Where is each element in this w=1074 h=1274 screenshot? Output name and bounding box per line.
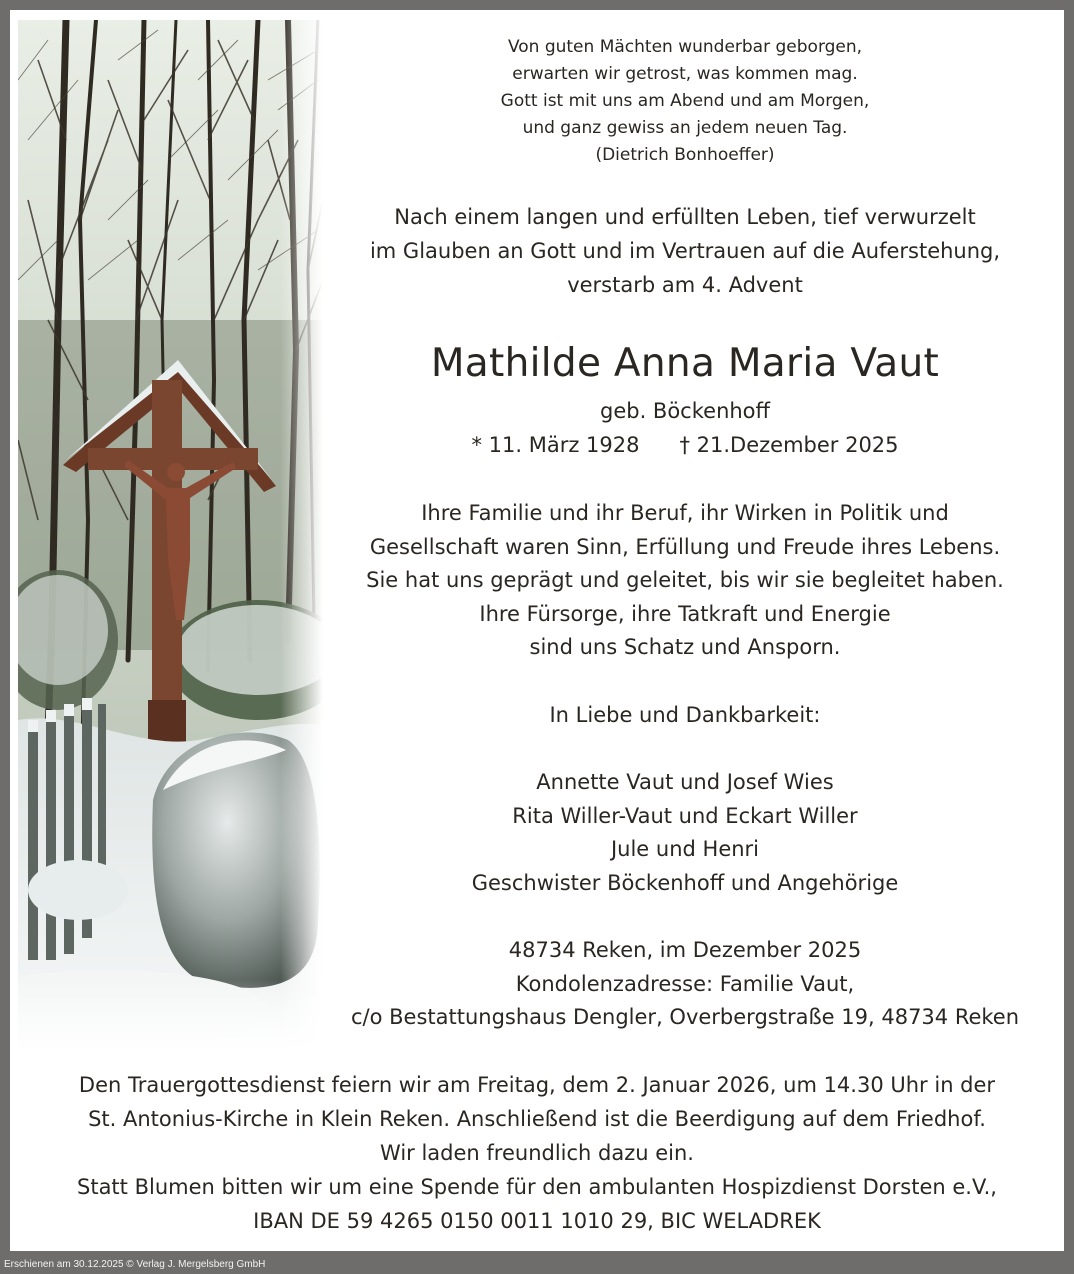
mourner-entry: Geschwister Böckenhoff und Angehörige — [471, 870, 899, 895]
donation-line: Statt Blumen bitten wir um eine Spende für den ambulanten Hospizdienst Dorsten e.V., — [77, 1175, 997, 1199]
maiden-name: geb. Böckenhoff — [600, 399, 770, 423]
mourners-list — [330, 766, 1040, 900]
address-line: Kondolenzadresse: Familie Vaut, — [515, 971, 855, 996]
intro-line: verstarb am 4. Advent — [567, 273, 803, 297]
condolence-address — [330, 934, 1040, 1035]
mourner-entry: Rita Willer-Vaut und Eckart Willer — [512, 803, 858, 828]
service-line: St. Antonius-Kirche in Klein Reken. Anschließend ist die Beerdigung auf dem Friedhof. — [88, 1107, 986, 1131]
tribute-line: Gesellschaft waren Sinn, Erfüllung und Freude ihres Lebens. — [369, 534, 1001, 559]
address-line: c/o Bestattungshaus Dengler, Overbergstraße 19, 48734 Reken — [350, 1005, 1020, 1030]
tribute-line: Ihre Fürsorge, ihre Tatkraft und Energie — [479, 601, 891, 626]
poem-line: und ganz gewiss an jedem neuen Tag. — [522, 118, 848, 138]
deceased-name: Mathilde Anna Maria Vaut — [430, 341, 940, 386]
address-line: 48734 Reken, im Dezember 2025 — [508, 938, 862, 962]
service-line: Den Trauergottesdienst feiern wir am Freitag, dem 2. Januar 2026, um 14.30 Uhr in der — [78, 1073, 996, 1097]
gratitude-line: In Liebe und Dankbarkeit: — [549, 703, 821, 727]
tribute-line: Ihre Familie und ihr Beruf, ihr Wirken in Politik und — [421, 501, 949, 525]
winter-wayside-cross-photo — [18, 20, 323, 1052]
tribute-line: sind uns Schatz und Ansporn. — [529, 635, 841, 660]
obituary-card — [10, 10, 1064, 1251]
service-line: Wir laden freundlich dazu ein. — [380, 1141, 694, 1165]
tribute-text — [330, 497, 1040, 665]
poem-line: Von guten Mächten wunderbar geborgen, — [507, 37, 863, 57]
mourner-entry: Annette Vaut und Josef Wies — [536, 770, 834, 794]
poem-attribution: (Dietrich Bonhoeffer) — [595, 145, 775, 165]
funeral-service-info — [10, 1068, 1064, 1238]
intro-line: Nach einem langen und erfüllten Leben, tief verwurzelt — [394, 205, 976, 229]
death-date: † 21.Dezember 2025 — [679, 433, 899, 457]
bank-details: IBAN DE 59 4265 0150 0011 1010 29, BIC WELADREK — [253, 1209, 821, 1233]
mourner-entry: Jule und Henri — [610, 837, 760, 862]
bonhoeffer-poem — [330, 34, 1040, 169]
birth-date: * 11. März 1928 — [471, 433, 640, 457]
poem-line: erwarten wir getrost, was kommen mag. — [512, 64, 858, 84]
poem-line: Gott ist mit uns am Abend und am Morgen, — [500, 91, 870, 111]
death-announcement-intro — [330, 200, 1040, 302]
tribute-line: Sie hat uns geprägt und geleitet, bis wir sie begleitet haben. — [366, 568, 1004, 593]
photo-illustration — [18, 20, 323, 1052]
publication-credit: Erschienen am 30.12.2025 © Verlag J. Mergelsberg GmbH — [4, 1259, 266, 1270]
life-dates — [330, 430, 1040, 460]
intro-line: im Glauben an Gott und im Vertrauen auf die Auferstehung, — [369, 239, 1001, 263]
